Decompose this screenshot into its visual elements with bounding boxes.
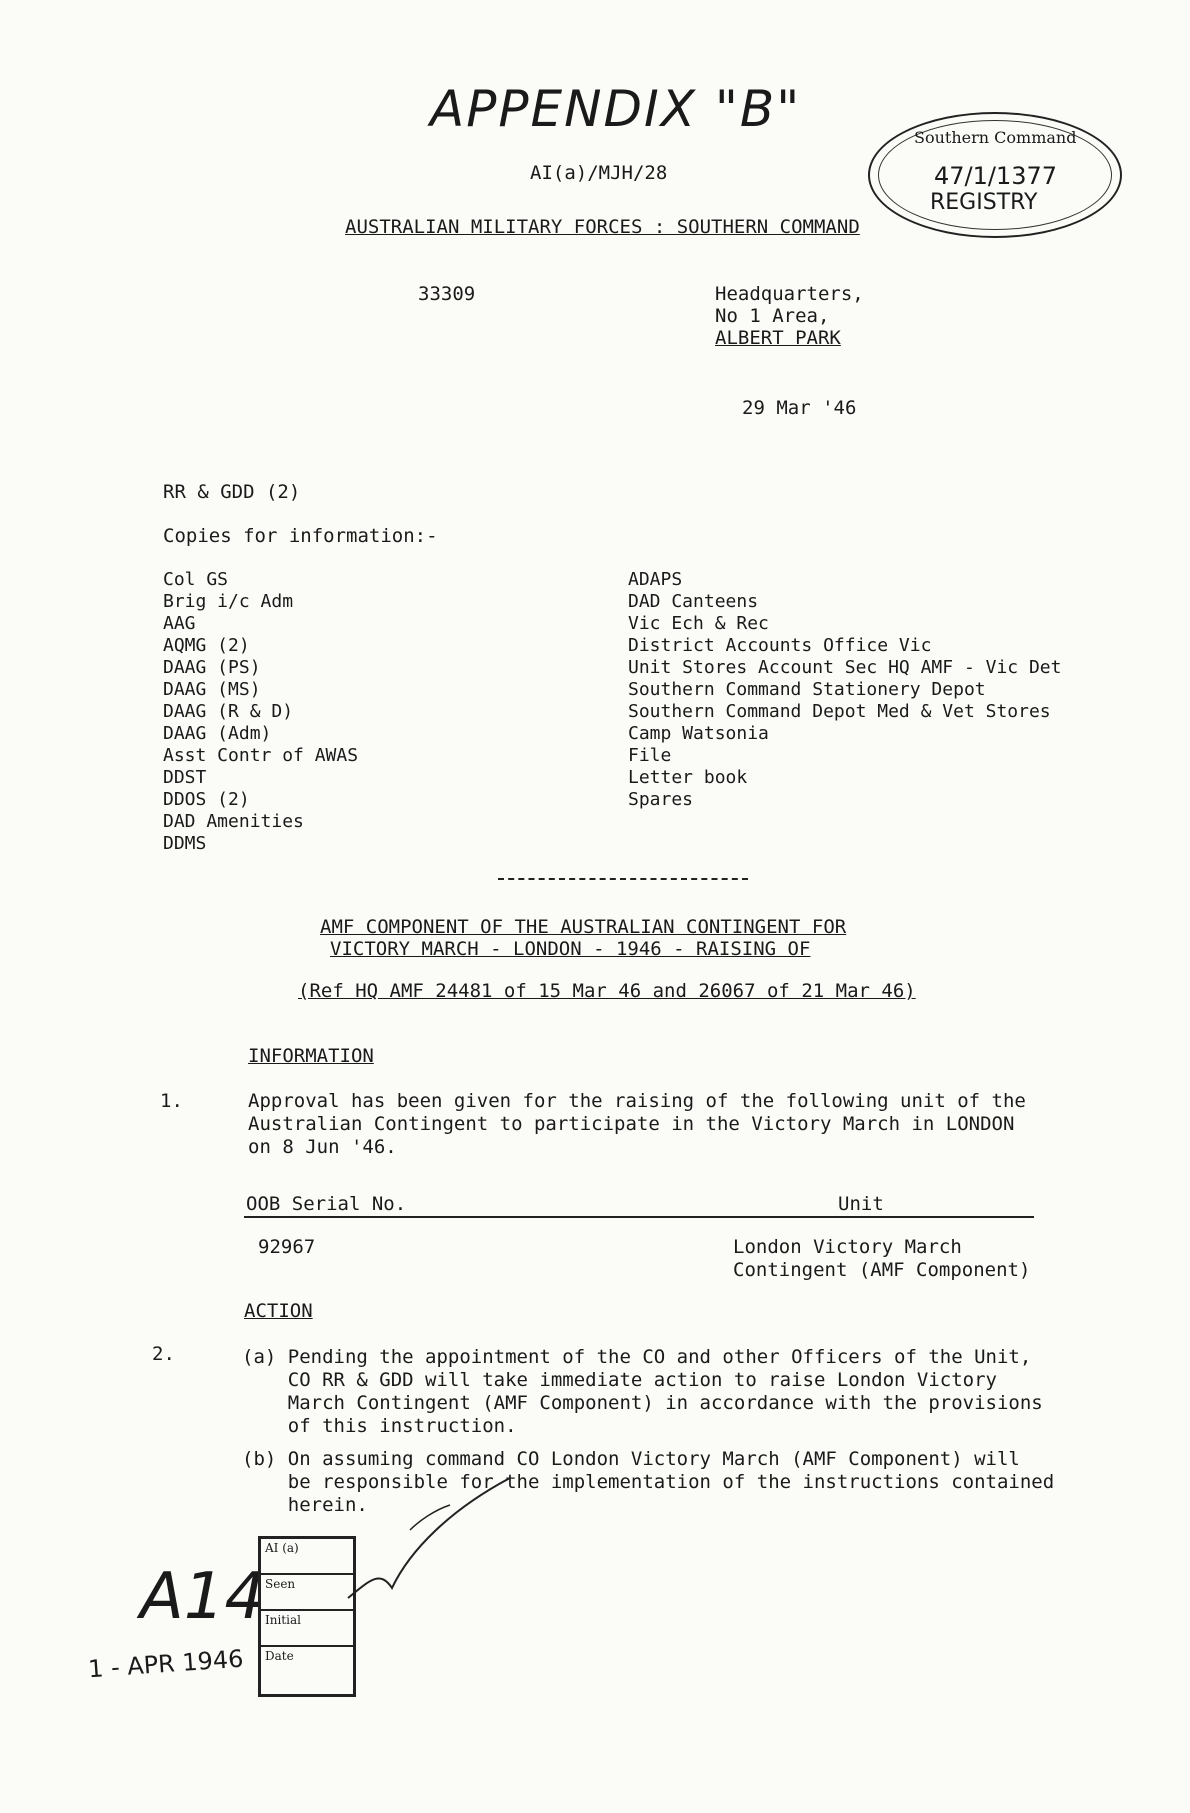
list-item: AAG [163, 613, 196, 634]
copies-list-left [163, 569, 358, 855]
appendix-title: APPENDIX "B" [430, 80, 802, 138]
list-item: Brig i/c Adm [163, 591, 294, 612]
paragraph-1: Approval has been given for the raising of the following unit of the Australian Contingent to participate in the Victory March in LONDON on 8 Jun '46. [248, 1090, 1026, 1158]
registry-stamp-label: REGISTRY [930, 190, 1038, 215]
list-item: Col GS [163, 569, 229, 590]
routing-stamp [258, 1536, 356, 1697]
list-item: District Accounts Office Vic [628, 635, 932, 656]
list-item: DAAG (R & D) [163, 701, 294, 722]
list-item: DAD Amenities [163, 811, 304, 832]
address-line-2: No 1 Area, [715, 305, 830, 327]
list-item: ADAPS [628, 569, 683, 590]
registry-stamp-top: Southern Command [914, 128, 1077, 147]
table-header-unit: Unit [838, 1193, 884, 1215]
information-heading: INFORMATION [248, 1045, 374, 1067]
list-item: Letter book [628, 767, 748, 788]
address-line-3: ALBERT PARK [715, 327, 841, 349]
list-item: DAAG (PS) [163, 657, 261, 678]
copies-label: Copies for information:- [163, 525, 438, 547]
routing-stamp-row: AI (a) [261, 1539, 353, 1575]
routing-stamp-row: Date [265, 1649, 294, 1663]
list-item: Southern Command Stationery Depot [628, 679, 986, 700]
addressee: RR & GDD (2) [163, 481, 301, 503]
list-item: DDST [163, 767, 207, 788]
subject-line-2: VICTORY MARCH - LONDON - 1946 - RAISING OF [330, 938, 811, 960]
list-item: Spares [628, 789, 694, 810]
address-line-1: Headquarters, [715, 283, 864, 305]
table-header-serial: OOB Serial No. [246, 1193, 407, 1215]
reference-number: 33309 [418, 283, 476, 305]
list-item: DAAG (MS) [163, 679, 261, 700]
letterhead: AUSTRALIAN MILITARY FORCES : SOUTHERN COMMAND [345, 216, 860, 238]
table-serial-value: 92967 [258, 1236, 316, 1258]
table-unit-value: London Victory March Contingent (AMF Component) [733, 1236, 1031, 1281]
received-date-stamp: 1 - APR 1946 [87, 1644, 245, 1684]
paragraph-2b: (b) On assuming command CO London Victory March (AMF Component) will be responsible for the implementation of the instructions contained herein. [242, 1448, 1055, 1516]
list-item: Camp Watsonia [628, 723, 769, 744]
table-header-rule [244, 1216, 1034, 1218]
list-item: Unit Stores Account Sec HQ AMF - Vic Det [628, 657, 1062, 678]
routing-stamp-row: Initial [261, 1611, 353, 1647]
checkmark-signature-icon [340, 1470, 520, 1610]
paragraph-2a: (a) Pending the appointment of the CO and other Officers of the Unit, CO RR & GDD will take immediate action to raise London Victory March Contingent (AMF Component) in accordance with the provisions of this instruction. [242, 1346, 1043, 1437]
paragraph-2-number: 2. [152, 1343, 175, 1365]
copies-list-right [628, 569, 1061, 811]
list-item: DAD Canteens [628, 591, 759, 612]
subject-reference: (Ref HQ AMF 24481 of 15 Mar 46 and 26067 of 21 Mar 46) [298, 980, 916, 1002]
handwritten-mark: A14 [140, 1560, 266, 1634]
action-heading: ACTION [244, 1300, 313, 1322]
letter-date: 29 Mar '46 [742, 397, 857, 419]
list-item: Vic Ech & Rec [628, 613, 769, 634]
section-divider [498, 878, 748, 880]
registry-stamp [868, 112, 1122, 238]
subject-line-1: AMF COMPONENT OF THE AUSTRALIAN CONTINGENT FOR [320, 916, 847, 938]
list-item: File [628, 745, 672, 766]
list-item: DDOS (2) [163, 789, 250, 810]
paragraph-1-number: 1. [160, 1090, 183, 1112]
list-item: DAAG (Adm) [163, 723, 272, 744]
routing-stamp-row: Seen [261, 1575, 353, 1611]
file-reference: AI(a)/MJH/28 [530, 162, 668, 184]
list-item: Asst Contr of AWAS [163, 745, 359, 766]
list-item: Southern Command Depot Med & Vet Stores [628, 701, 1051, 722]
list-item: DDMS [163, 833, 207, 854]
registry-stamp-number: 47/1/1377 [934, 162, 1058, 190]
list-item: AQMG (2) [163, 635, 250, 656]
